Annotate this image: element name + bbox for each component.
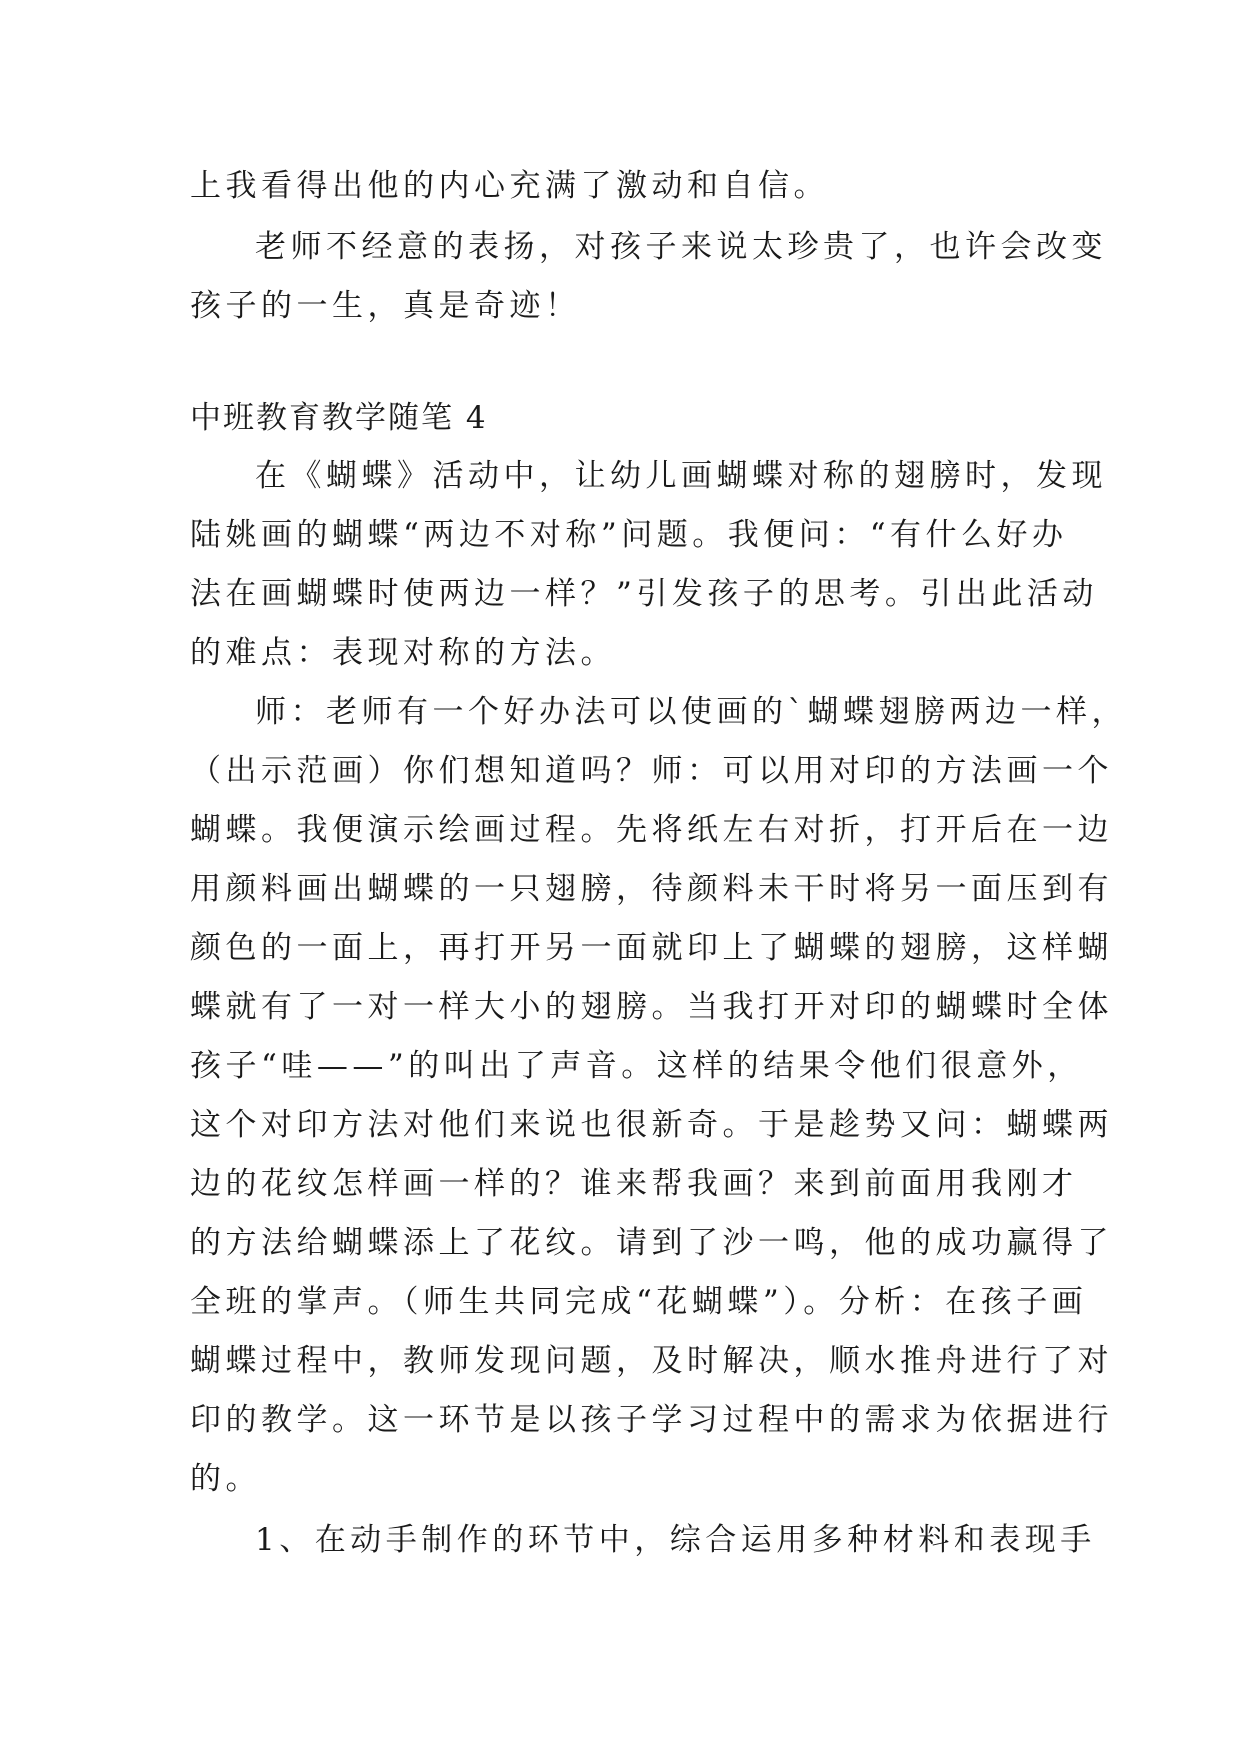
text-line: 孩子的一生，真是奇迹！ (190, 288, 581, 324)
text-line: 全班的掌声。（师生共同完成“花蝴蝶”）。分析：在孩子画 (190, 1284, 1088, 1320)
text-line: 的难点：表现对称的方法。 (190, 635, 616, 671)
text-line: 陆姚画的蝴蝶“两边不对称”问题。我便问：“有什么好办 (190, 517, 1068, 553)
text-line: 印的教学。这一环节是以孩子学习过程中的需求为依据进行 (190, 1402, 1113, 1438)
text-line: 蝴蝶。我便演示绘画过程。先将纸左右对折，打开后在一边 (190, 812, 1113, 848)
text-line: 师：老师有一个好办法可以使画的`蝴蝶翅膀两边一样， (255, 694, 1127, 730)
text-line: （出示范画）你们想知道吗？师：可以用对印的方法画一个 (190, 753, 1113, 789)
text-line: 这个对印方法对他们来说也很新奇。于是趁势又问：蝴蝶两 (190, 1107, 1113, 1143)
text-line: 1、在动手制作的环节中，综合运用多种材料和表现手 (255, 1522, 1096, 1558)
text-line: 孩子“哇——”的叫出了声音。这样的结果令他们很意外， (190, 1048, 1083, 1084)
text-line: 在《蝴蝶》活动中，让幼儿画蝴蝶对称的翅膀时，发现 (255, 458, 1107, 494)
text-line: 的。 (190, 1461, 261, 1497)
text-line: 蝶就有了一对一样大小的翅膀。当我打开对印的蝴蝶时全体 (190, 989, 1113, 1025)
text-line: 边的花纹怎样画一样的？谁来帮我画？来到前面用我刚才 (190, 1166, 1078, 1202)
text-line: 老师不经意的表扬，对孩子来说太珍贵了，也许会改变 (255, 229, 1107, 265)
text-line: 法在画蝴蝶时使两边一样？”引发孩子的思考。引出此活动 (190, 576, 1098, 612)
text-line: 上我看得出他的内心充满了激动和自信。 (190, 168, 829, 204)
text-line: 的方法给蝴蝶添上了花纹。请到了沙一鸣，他的成功赢得了 (190, 1225, 1113, 1261)
text-line: 颜色的一面上，再打开另一面就印上了蝴蝶的翅膀，这样蝴 (190, 930, 1113, 966)
text-line: 用颜料画出蝴蝶的一只翅膀，待颜料未干时将另一面压到有 (190, 871, 1113, 907)
text-line: 蝴蝶过程中，教师发现问题，及时解决，顺水推舟进行了对 (190, 1343, 1113, 1379)
section-heading: 中班教育教学随笔 4 (190, 400, 488, 436)
